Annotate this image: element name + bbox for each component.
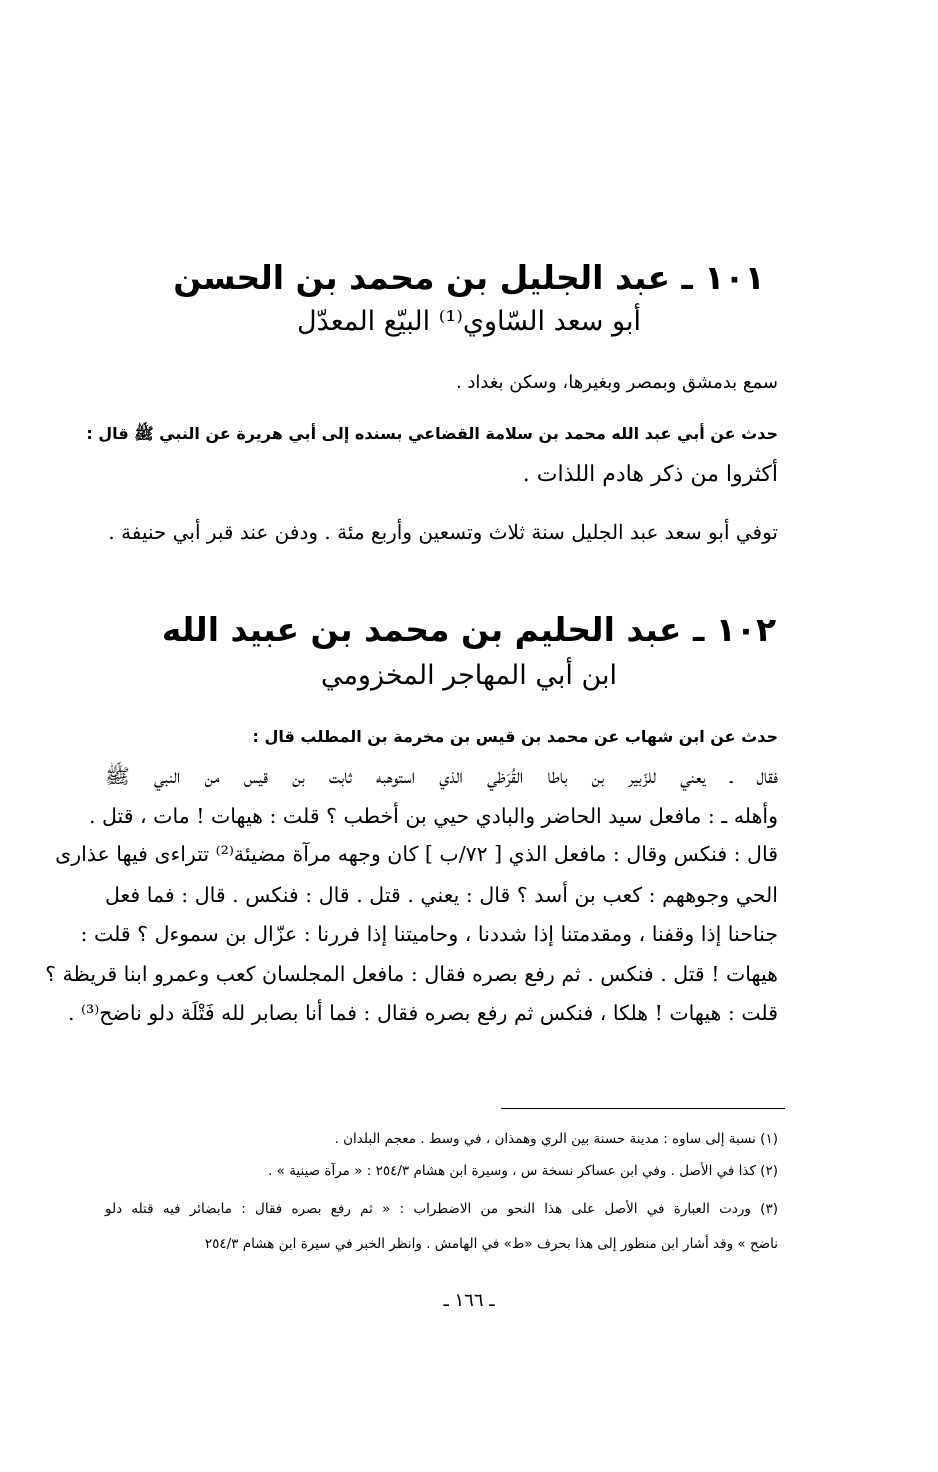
page-number: ـ ١٦٦ ـ [443, 1290, 495, 1311]
entry-101-title: ١٠١ ـ عبد الجليل بن محمد بن الحسن [173, 258, 765, 297]
entry-101-text-line-2: حدث عن أبي عبد الله محمد بن سلامة القضاعي بسنده إلى أبي هريرة عن النبي ﷺ قال : [86, 424, 778, 443]
footnote-separator [501, 1108, 785, 1109]
entry-102-paragraph-line: قلت : هيهات ! هلكا ، فنكس ثم رفع بصره فقال : فما أنا بصابر لله فَتْلَة دلو ناضح⁽³⁾ . [67, 1001, 778, 1025]
entry-101-subtitle: أبو سعد السّاوي⁽¹⁾ البيّع المعدّل [297, 306, 641, 337]
footnote-3-line-2: ناضح » وقد أشار ابن منظور إلى هذا بحرف «ط» في الهامش . وانظر الخبر في سيرة ابن هشام ٢٥٤/٣ [204, 1236, 778, 1252]
entry-102-subtitle: ابن أبي المهاجر المخزومي [320, 660, 618, 691]
entry-102-paragraph-line: وأهله ـ : مافعل سيد الحاضر والبادي حيي بن أخطب ؟ قلت : هيهات ! مات ، قتل . [88, 804, 778, 828]
entry-101-text-line-3: أكثروا من ذكر هادم اللذات . [522, 462, 778, 487]
entry-101-text-line-1: سمع بدمشق وبمصر وبغيرها، وسكن بغداد . [455, 372, 778, 393]
entry-101-text-line-4: توفي أبو سعد عبد الجليل سنة ثلاث وتسعين وأربع مئة . ودفن عند قبر أبي حنيفة . [108, 520, 778, 544]
entry-102-paragraph-line: جناحنا إذا وقفنا ، ومقدمتنا إذا شددنا ، وحاميتنا إذا فررنا : عزّال بن سموءل ؟ قلت : [80, 922, 778, 946]
footnote-1: (١) نسبة إلى ساوه : مدينة حسنة بين الري وهمذان ، في وسط . معجم البلدان . [334, 1131, 778, 1147]
footnote-2: (٢) كذا في الأصل . وفي ابن عساكر نسخة س ، وسيرة ابن هشام ٢٥٤/٣ : « مرآة صينية » . [268, 1163, 778, 1179]
footnote-3-line-1: (٣) وردت العبارة في الأصل على هذا النحو من الاضطراب : « ثم رفع بصره فقال : مابضائر فيه قتله دلو [105, 1201, 778, 1217]
entry-102-intro: حدث عن ابن شهاب عن محمد بن قيس بن مخرمة بن المطلب قال : [252, 727, 778, 746]
entry-102-title: ١٠٢ ـ عبد الحليم بن محمد بن عبيد الله [161, 610, 777, 649]
entry-102-paragraph-line: قال : فنكس وقال : مافعل الذي [ ٧٢/ب ] كان وجهه مرآة مضيئة⁽²⁾ تتراءى فيها عذارى [55, 842, 778, 866]
entry-102-paragraph-line: هيهات ! قتل . فنكس . ثم رفع بصره فقال : مافعل المجلسان كعب وعمرو ابنا قريظة ؟ [45, 962, 778, 986]
entry-102-paragraph-line: الحي وجوههم : كعب بن أسد ؟ قال : يعني . قتل . قال : فنكس . قال : فما فعل [105, 883, 778, 907]
entry-102-paragraph-line: فقال ـ يعني للزّبير بن باطا القُرَظي الذي استوهبه ثابت بن قيس من النبي ﷺ [105, 764, 778, 788]
